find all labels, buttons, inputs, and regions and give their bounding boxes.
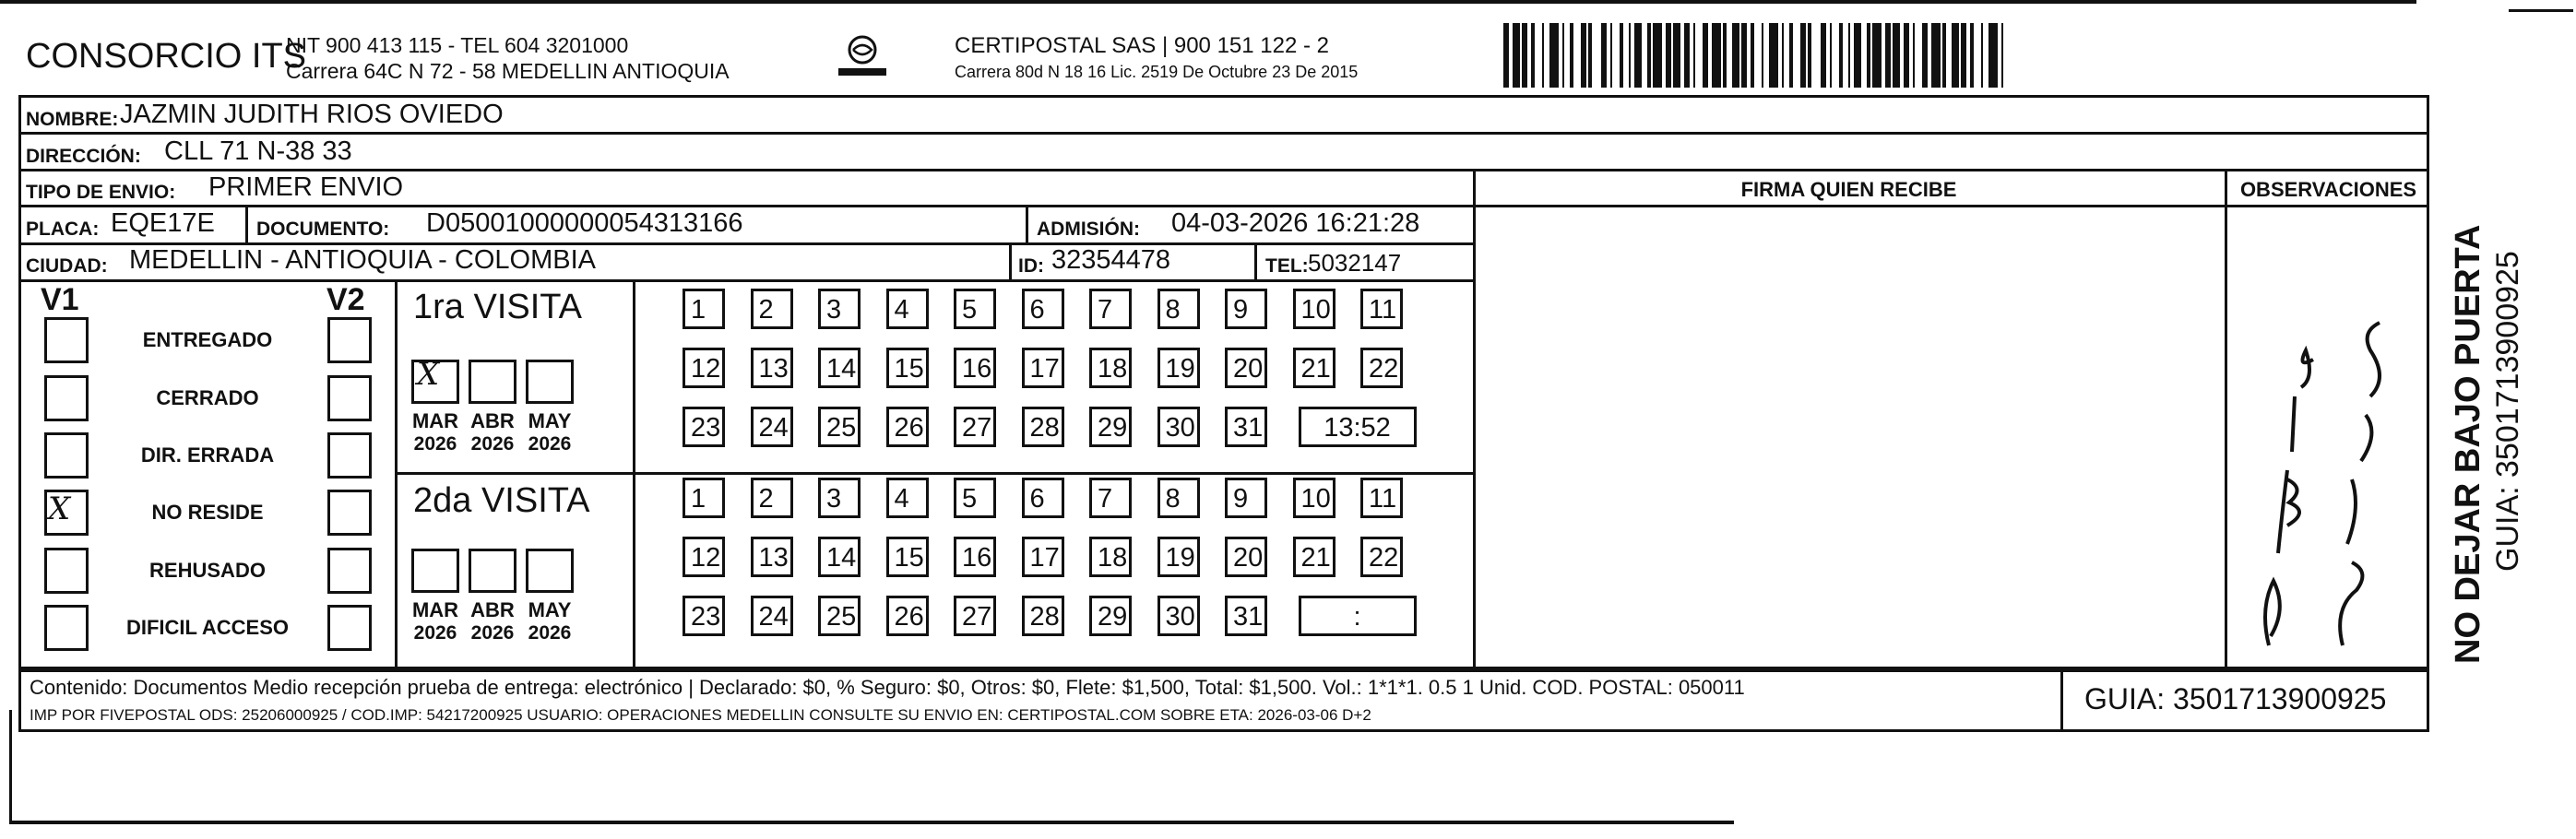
address-label: DIRECCIÓN:	[26, 146, 141, 167]
visit2-day-box[interactable]: 26	[886, 596, 929, 636]
visit1-month-box[interactable]	[526, 360, 574, 404]
visit2-day-box[interactable]: 27	[954, 596, 996, 636]
visit1-day-box[interactable]: 12	[683, 348, 725, 388]
status-v2-checkbox[interactable]	[327, 375, 372, 421]
status-v1-checkbox[interactable]	[44, 605, 89, 651]
status-v1-mark: X	[48, 490, 71, 527]
visit1-day-box[interactable]: 14	[818, 348, 861, 388]
admission-label: ADMISIÓN:	[1037, 219, 1140, 240]
visit2-day-box[interactable]: 24	[751, 596, 793, 636]
company-name: CONSORCIO ITS	[26, 37, 307, 76]
bottom-border	[9, 821, 1734, 824]
visit1-day-box[interactable]: 1	[683, 289, 725, 329]
name-label: NOMBRE:	[26, 109, 119, 130]
visit2-day-box[interactable]: 14	[818, 537, 861, 577]
visit2-day-box[interactable]: 8	[1157, 478, 1200, 518]
visit1-month-label: MAY	[528, 409, 572, 432]
visit1-day-box[interactable]: 19	[1157, 348, 1200, 388]
visit2-day-box[interactable]: 12	[683, 537, 725, 577]
visit1-month-label: MAR	[411, 409, 459, 432]
v1-header: V1	[41, 282, 79, 317]
visit1-day-box[interactable]: 8	[1157, 289, 1200, 329]
visit2-month-box[interactable]	[411, 549, 459, 593]
doc-label: DOCUMENTO:	[256, 219, 390, 240]
status-v1-checkbox[interactable]	[44, 548, 89, 594]
visit2-month-year: 2026	[528, 622, 572, 644]
visit2-day-box[interactable]: 15	[886, 537, 929, 577]
status-v1-checkbox[interactable]	[44, 375, 89, 421]
status-v2-checkbox[interactable]	[327, 605, 372, 651]
tel-value: 5032147	[1308, 249, 1402, 277]
handwritten-observation	[2232, 295, 2416, 664]
visit1-time-box[interactable]: 13:52	[1299, 407, 1417, 447]
visit1-day-box[interactable]: 28	[1022, 407, 1064, 447]
visit1-day-box[interactable]: 13	[751, 348, 793, 388]
col-line-admision	[1026, 205, 1028, 242]
visit2-day-box[interactable]: 30	[1157, 596, 1200, 636]
visit2-day-box[interactable]: 28	[1022, 596, 1064, 636]
visit2-time-box[interactable]: :	[1299, 596, 1417, 636]
visit2-day-box[interactable]: 20	[1225, 537, 1267, 577]
status-label: ENTREGADO	[142, 328, 273, 351]
visit2-day-box[interactable]: 2	[751, 478, 793, 518]
col-line-obs	[2225, 169, 2227, 669]
col-line-tel	[1254, 242, 1257, 279]
visit1-title: 1ra VISITA	[413, 288, 583, 326]
visit1-day-box[interactable]: 26	[886, 407, 929, 447]
visit1-day-box[interactable]: 25	[818, 407, 861, 447]
visit2-day-box[interactable]: 21	[1293, 537, 1335, 577]
barcode	[1503, 23, 2241, 88]
city-label: CIUDAD:	[26, 255, 108, 277]
doc-value: D05001000000054313166	[426, 208, 743, 238]
visit1-month-label: ABR	[470, 409, 515, 432]
visit1-day-box[interactable]: 30	[1157, 407, 1200, 447]
visit1-day-box[interactable]: 21	[1293, 348, 1335, 388]
company-address: Carrera 64C N 72 - 58 MEDELLIN ANTIOQUIA	[286, 59, 730, 83]
shipment-type: PRIMER ENVIO	[208, 172, 404, 202]
visit1-month-year: 2026	[470, 433, 515, 455]
row-line-5	[18, 279, 1473, 282]
visit1-day-box[interactable]: 4	[886, 289, 929, 329]
visit1-day-box[interactable]: 3	[818, 289, 861, 329]
visit2-month-year: 2026	[413, 622, 457, 644]
visit1-day-box[interactable]: 27	[954, 407, 996, 447]
side-warning: NO DEJAR BAJO PUERTA	[2449, 224, 2487, 664]
top-right-tick	[2509, 9, 2573, 12]
visit2-day-box[interactable]: 29	[1089, 596, 1132, 636]
visit1-day-box[interactable]: 20	[1225, 348, 1267, 388]
visit2-month-year: 2026	[470, 622, 515, 644]
visit1-day-box[interactable]: 9	[1225, 289, 1267, 329]
visit2-day-box[interactable]: 31	[1225, 596, 1267, 636]
visit2-month-label: MAY	[528, 598, 572, 621]
plate-label: PLACA:	[26, 219, 100, 240]
visit2-day-box[interactable]: 17	[1022, 537, 1064, 577]
visit1-month-box[interactable]	[469, 360, 516, 404]
visit1-day-box[interactable]: 7	[1089, 289, 1132, 329]
visit2-day-box[interactable]: 3	[818, 478, 861, 518]
status-label: NO RESIDE	[151, 501, 264, 524]
plate-value: EQE17E	[111, 208, 215, 238]
id-value: 32354478	[1051, 245, 1171, 275]
visit2-day-box[interactable]: 13	[751, 537, 793, 577]
status-label: CERRADO	[156, 386, 259, 409]
visit2-day-box[interactable]: 7	[1089, 478, 1132, 518]
visit1-day-box[interactable]: 5	[954, 289, 996, 329]
carrier-address: Carrera 80d N 18 16 Lic. 2519 De Octubre 23 De 2015	[955, 63, 1359, 81]
footer-imp: IMP POR FIVEPOSTAL ODS: 25206000925 / COD.IMP: 54217200925 USUARIO: OPERACIONES MEDELLIN CONSULTE SU ENVIO EN: CERTIPOSTAL.COM SOBRE ETA: 2026-03-06 D+2	[30, 706, 1371, 724]
id-label: ID:	[1018, 255, 1044, 277]
visit1-day-box[interactable]: 22	[1360, 348, 1403, 388]
visit2-month-label: ABR	[470, 598, 515, 621]
visit2-month-box[interactable]	[469, 549, 516, 593]
visit1-month-mark: X	[417, 356, 440, 393]
visit1-day-box[interactable]: 23	[683, 407, 725, 447]
nit-line: NIT 900 413 115 - TEL 604 3201000	[286, 33, 629, 57]
obs-header-line	[2225, 205, 2429, 207]
visit2-day-box[interactable]: 5	[954, 478, 996, 518]
status-label: REHUSADO	[149, 559, 266, 582]
status-label: DIFICIL ACCESO	[125, 616, 289, 639]
admission-value: 04-03-2026 16:21:28	[1171, 208, 1420, 238]
recipient-address: CLL 71 N-38 33	[164, 136, 352, 166]
status-v2-checkbox[interactable]	[327, 490, 372, 536]
visit1-day-box[interactable]: 10	[1293, 289, 1335, 329]
visit-separator	[395, 472, 1473, 475]
carrier-line: CERTIPOSTAL SAS | 900 151 122 - 2	[955, 33, 1329, 58]
tel-label: TEL:	[1265, 255, 1309, 277]
status-v2-checkbox[interactable]	[327, 548, 372, 594]
visit2-day-box[interactable]: 10	[1293, 478, 1335, 518]
col-line-id	[1009, 242, 1012, 279]
visit2-day-box[interactable]: 22	[1360, 537, 1403, 577]
visit2-month-box[interactable]	[526, 549, 574, 593]
visit1-day-box[interactable]: 18	[1089, 348, 1132, 388]
visit1-month-year: 2026	[413, 433, 457, 455]
visit2-month-label: MAR	[411, 598, 459, 621]
status-label: DIR. ERRADA	[140, 443, 275, 467]
visit1-day-box[interactable]: 17	[1022, 348, 1064, 388]
visit2-day-box[interactable]: 16	[954, 537, 996, 577]
visit1-day-box[interactable]: 15	[886, 348, 929, 388]
visit1-month-year: 2026	[528, 433, 572, 455]
visit1-day-box[interactable]: 11	[1360, 289, 1403, 329]
visit1-day-box[interactable]: 24	[751, 407, 793, 447]
type-label: TIPO DE ENVIO:	[26, 182, 176, 203]
visit2-day-box[interactable]: 6	[1022, 478, 1064, 518]
status-v2-checkbox[interactable]	[327, 317, 372, 363]
visit2-day-box[interactable]: 19	[1157, 537, 1200, 577]
footer-guia: GUIA: 3501713900925	[2084, 682, 2387, 715]
row-line-1	[18, 132, 2429, 135]
visit2-day-box[interactable]: 4	[886, 478, 929, 518]
visit1-day-box[interactable]: 16	[954, 348, 996, 388]
col-line-plate	[245, 205, 248, 242]
visit1-day-box[interactable]: 2	[751, 289, 793, 329]
top-border	[0, 0, 2416, 4]
v2-header: V2	[326, 282, 365, 317]
status-v1-checkbox[interactable]	[44, 432, 89, 479]
visit2-title: 2da VISITA	[413, 481, 590, 520]
visit1-day-box[interactable]: 29	[1089, 407, 1132, 447]
status-v1-checkbox[interactable]	[44, 317, 89, 363]
visit1-day-box[interactable]: 31	[1225, 407, 1267, 447]
visit2-day-box[interactable]: 9	[1225, 478, 1267, 518]
col-line-firma	[1473, 169, 1476, 669]
left-edge	[9, 710, 12, 821]
visit2-day-box[interactable]: 25	[818, 596, 861, 636]
visit1-day-box[interactable]: 6	[1022, 289, 1064, 329]
visit2-day-box[interactable]: 11	[1360, 478, 1403, 518]
footer-content: Contenido: Documentos Medio recepción prueba de entrega: electrónico | Declarado: $0, % Seguro: $0, Otros: $0, Flete: $1,500, Total: $1,500. Vol.: 1*1*1. 0.5 1 Unid. COD. POSTAL: 050011	[30, 676, 1745, 699]
status-v2-checkbox[interactable]	[327, 432, 372, 479]
observaciones-header: OBSERVACIONES	[2239, 178, 2417, 201]
city-value: MEDELLIN - ANTIOQUIA - COLOMBIA	[129, 245, 596, 275]
visit2-day-box[interactable]: 1	[683, 478, 725, 518]
visit2-day-box[interactable]: 18	[1089, 537, 1132, 577]
certipostal-logo	[835, 30, 890, 85]
firma-header: FIRMA QUIEN RECIBE	[1740, 178, 1957, 201]
recipient-name: JAZMIN JUDITH RIOS OVIEDO	[120, 100, 504, 129]
side-guia: GUIA: 3501713900925	[2490, 251, 2525, 572]
row-line-2	[18, 169, 2429, 171]
firma-header-line	[1473, 205, 2225, 207]
visit2-day-box[interactable]: 23	[683, 596, 725, 636]
